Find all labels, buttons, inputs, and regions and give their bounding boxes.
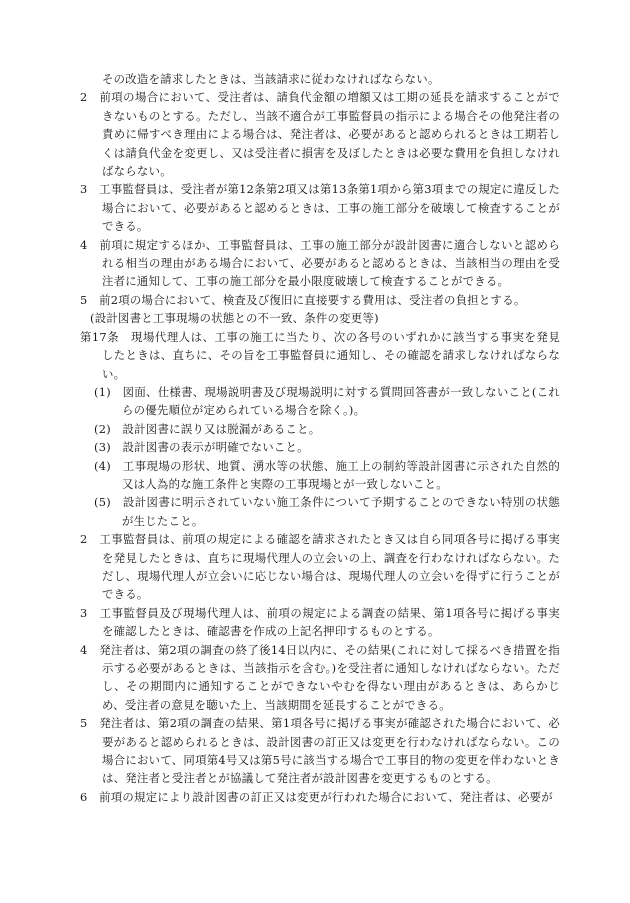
paragraph-17-6: 6 前項の規定により設計図書の訂正又は変更が行われた場合において、発注者は、必要が bbox=[80, 789, 553, 804]
item-4: (4) 工事現場の形状、地質、湧水等の状態、施工上の制約等設計図書に示された自然的又は人為的な施工条件と実際の工事現場とが一致しないこと。 bbox=[94, 458, 560, 491]
paragraph-17-3: 3 工事監督員及び現場代理人は、前項の規定による調査の結果、第1項各号に掲げる事実を確認したときは、確認書を作成の上記名押印するものとする。 bbox=[80, 605, 560, 639]
paragraph-2: 2 前項の場合において、受注者は、請負代金額の増額又は工期の延長を請求することができないものとする。ただし、当該不適合が工事監督員の指示による場合その他発注者の責めに帰すべき理由による場合は、発注者は、必要があると認められるときは工期若しくは請負代金を変更し、又は受注者に損害を及ぼしたときは必要な費用を負担しなければならない。 bbox=[80, 90, 560, 179]
paragraph-5: 5 前2項の場合において、検査及び復旧に直接要する費用は、受注者の負担とする。 bbox=[80, 292, 526, 307]
paragraph-17-2: 2 工事監督員は、前項の規定による確認を請求されたとき又は自ら同項各号に掲げる事実を発見したときは、直ちに現場代理人の立会いの上、調査を行わなければならない。ただし、現場代理人が立会いに応じない場合は、現場代理人の立会いを得ずに行うことができる。 bbox=[80, 532, 560, 602]
item-3: (3) 設計図書の表示が明確でないこと。 bbox=[94, 440, 309, 455]
paragraph-17-5: 5 発注者は、第2項の調査の結果、第1項各号に掲げる事実が確認された場合において、必要があると認められるときは、設計図書の訂正又は変更を行わなければならない。この場合において、同項第4号又は第5号に該当する場合で工事目的物の変更を伴わないときは、発注者と受注者とが協議して発注者が設計図書を変更するものとする。 bbox=[80, 716, 560, 786]
paragraph-3: 3 工事監督員は、受注者が第12条第2項又は第13条第1項から第3項までの規定に違反した場合において、必要があると認めるときは、工事の施工部分を破壊して検査することができる。 bbox=[80, 182, 560, 234]
paragraph-17-4: 4 発注者は、第2項の調査の終了後14日以内に、その結果(これに対して採るべき措置を指示する必要があるときは、当該指示を含む。)を受注者に通知しなければならない。ただし、その期間内に通知することができないやむを得ない理由があるときは、あらかじめ、受注者の意見を聴いた上、当該期間を延長することができる。 bbox=[80, 642, 560, 712]
item-2: (2) 設計図書に誤り又は脱漏があること。 bbox=[94, 421, 321, 436]
document-page bbox=[80, 70, 560, 806]
article-17: 第17条 現場代理人は、工事の施工に当たり、次の各号のいずれかに該当する事実を発見したときは、直ちに、その旨を工事監督員に通知し、その確認を請求しなければならない。 bbox=[80, 329, 560, 381]
paragraph-continuation: その改造を請求したときは、当該請求に従わなければならない。 bbox=[102, 72, 440, 86]
item-5: (5) 設計図書に明示されていない施工条件について予期することのできない特別の状態が生じたこと。 bbox=[94, 495, 560, 528]
item-1: (1) 図面、仕様書、現場説明書及び現場説明に対する質問回答書が一致しないこと(これらの優先順位が定められている場合を除く。)。 bbox=[94, 384, 560, 418]
paragraph-4: 4 前項に規定するほか、工事監督員は、工事の施工部分が設計図書に適合しないと認められる相当の理由がある場合において、必要があると認めるときは、当該相当の理由を受注者に通知して、工事の施工部分を最小限度破壊して検査することができる。 bbox=[80, 237, 560, 289]
article-17-heading: (設計図書と工事現場の状態との不一致、条件の変更等) bbox=[90, 311, 379, 326]
